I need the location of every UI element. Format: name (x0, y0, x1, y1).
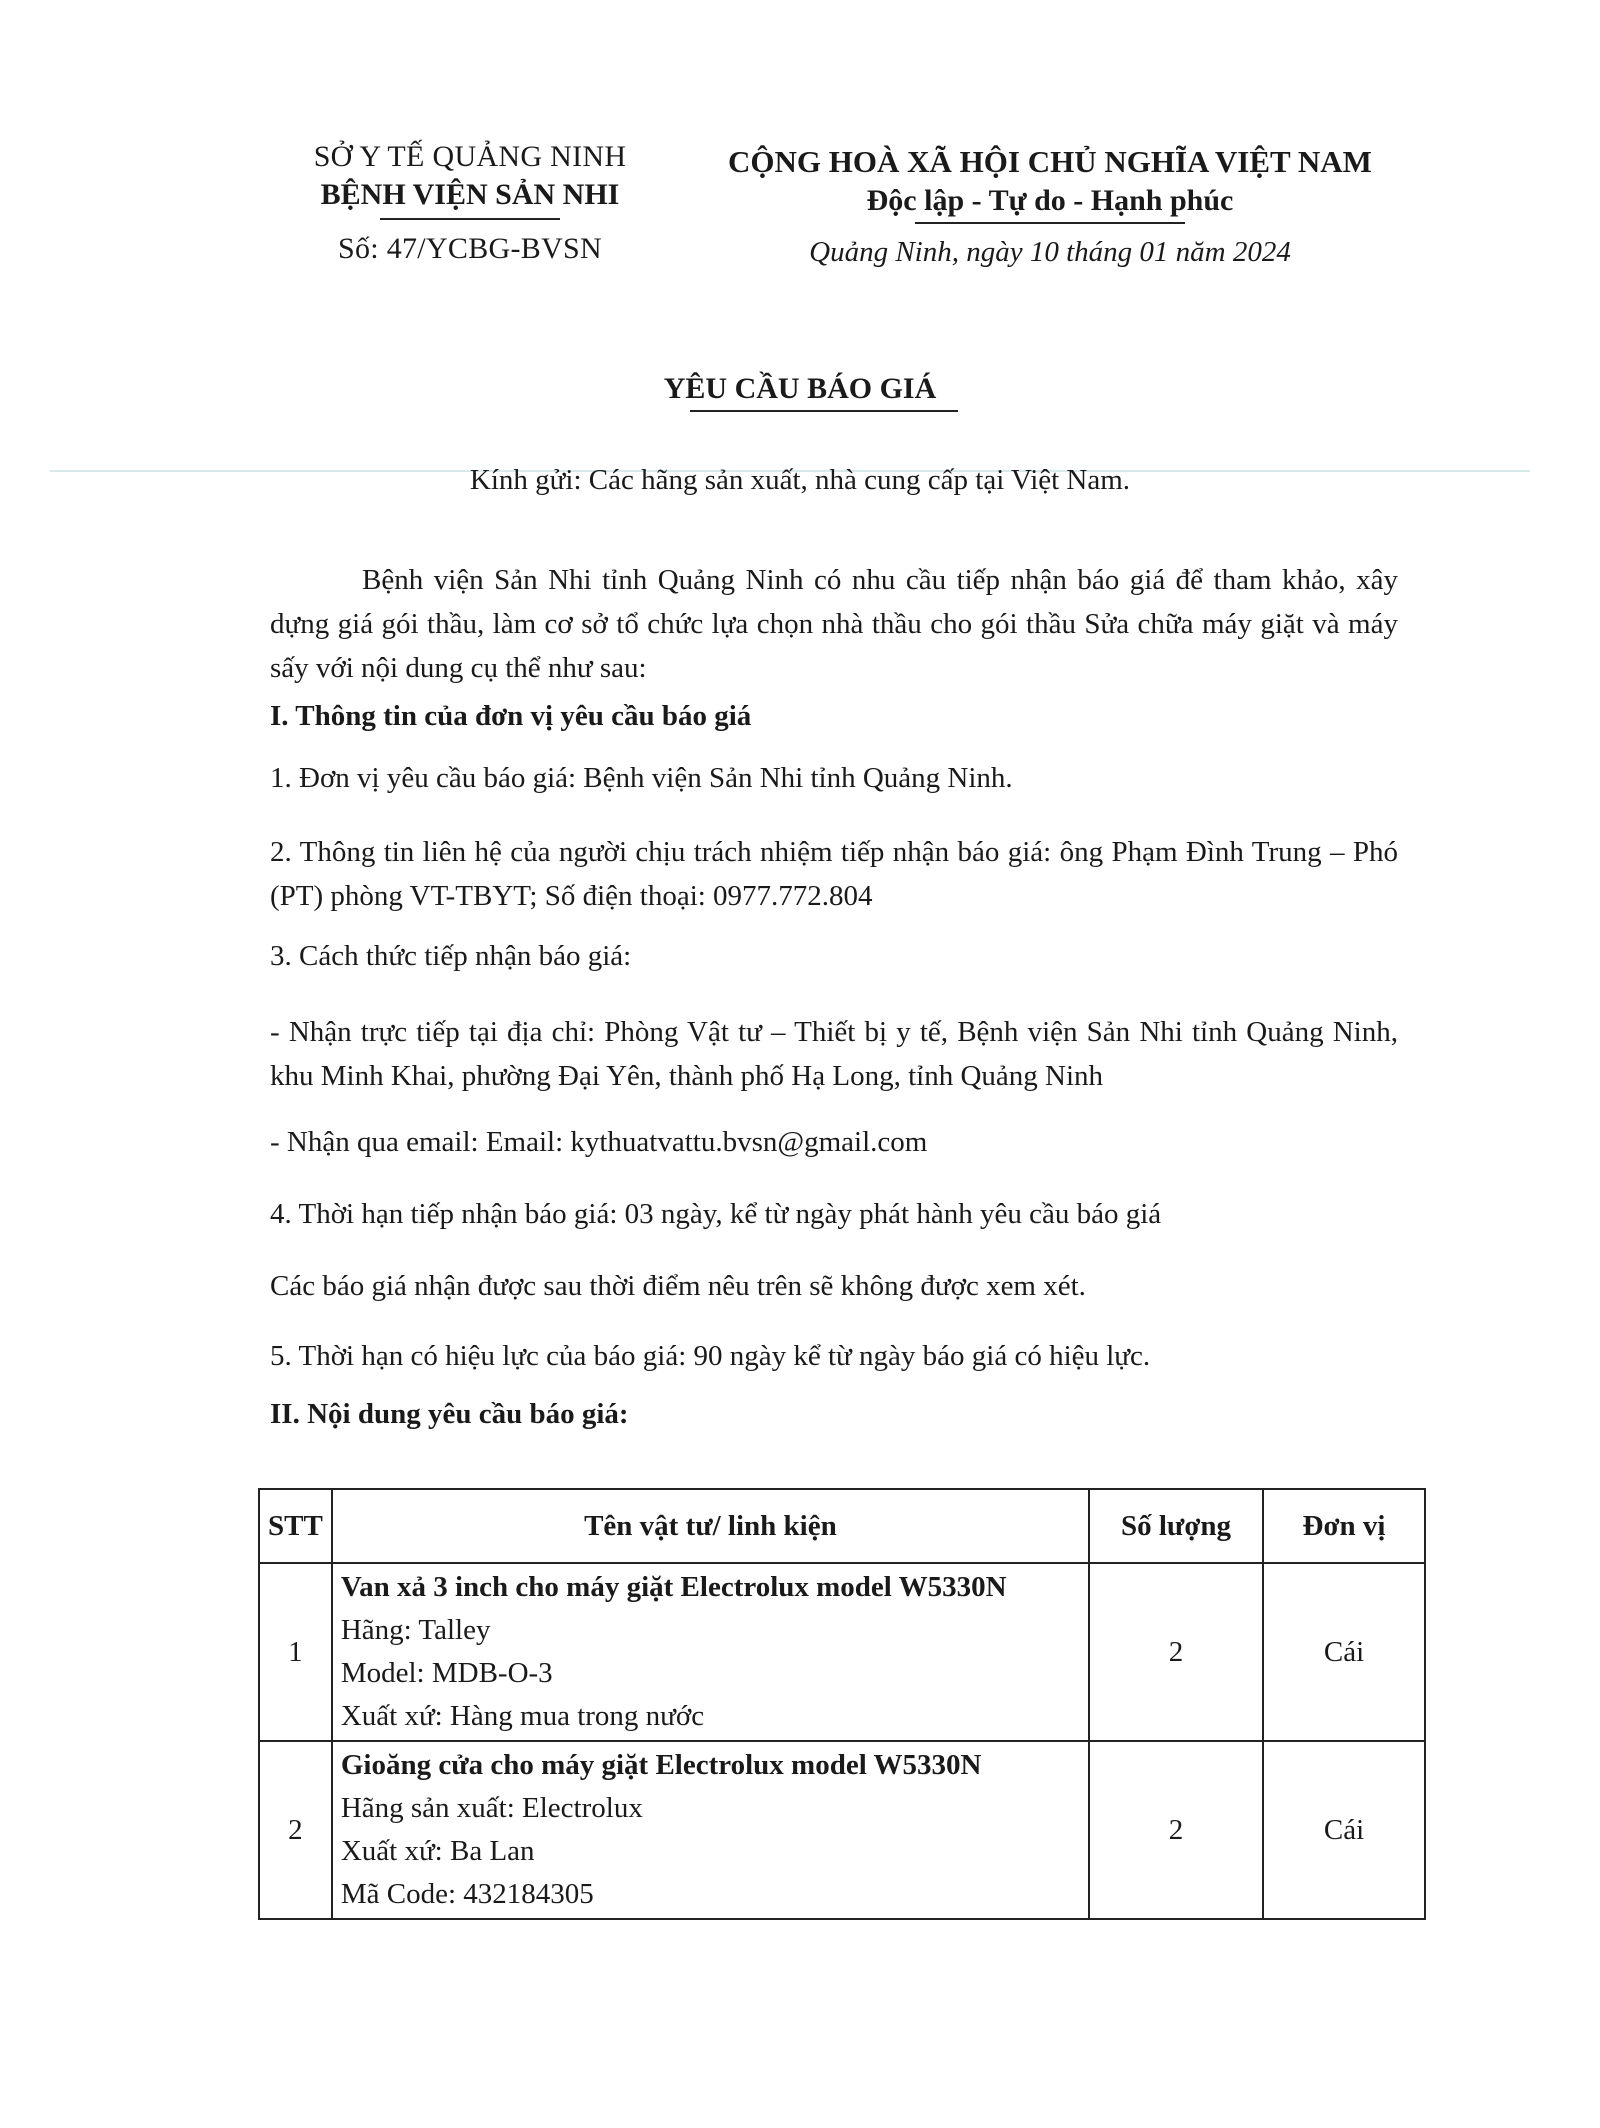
row-unit: Cái (1263, 1741, 1425, 1919)
item-detail: Hãng: Talley (340, 1614, 491, 1646)
section-1-item-4: 4. Thời hạn tiếp nhận báo giá: 03 ngày, kể từ ngày phát hành yêu cầu báo giá (270, 1198, 1162, 1230)
org-name: BỆNH VIỆN SẢN NHI (320, 178, 620, 211)
intro-paragraph: Bệnh viện Sản Nhi tỉnh Quảng Ninh có nhu cầu tiếp nhận báo giá để tham khảo, xây dựng giá gói thầu, làm cơ sở tổ chức lựa chọn nhà thầu cho gói thầu Sửa chữa máy giặt và máy sấy với nội dung cụ thể như sau: (270, 564, 1398, 684)
row-name-cell (332, 1741, 1089, 1919)
item-detail: Hãng sản xuất: Electrolux (340, 1792, 643, 1824)
section-1-item-3: 3. Cách thức tiếp nhận báo giá: (270, 940, 632, 972)
row-name-cell (332, 1563, 1089, 1741)
item-title: Gioăng cửa cho máy giặt Electrolux model W5330N (340, 1749, 982, 1781)
place-date: Quảng Ninh, ngày 10 tháng 01 năm 2024 (809, 236, 1291, 268)
col-header-qty: Số lượng (1089, 1489, 1263, 1563)
section-1-item-5: 5. Thời hạn có hiệu lực của báo giá: 90 ngày kể từ ngày báo giá có hiệu lực. (270, 1340, 1151, 1372)
col-header-unit: Đơn vị (1263, 1489, 1425, 1563)
page-title: YÊU CẦU BÁO GIÁ (663, 372, 937, 405)
section-1-item-3b: - Nhận qua email: Email: kythuatvattu.bvsn@gmail.com (270, 1126, 928, 1158)
col-header-name: Tên vật tư/ linh kiện (332, 1489, 1089, 1563)
item-title: Van xả 3 inch cho máy giặt Electrolux model W5330N (340, 1571, 1007, 1603)
section-1-item-3a: - Nhận trực tiếp tại địa chỉ: Phòng Vật tư – Thiết bị y tế, Bệnh viện Sản Nhi tỉnh Quảng Ninh, khu Minh Khai, phường Đại Yên, thành phố Hạ Long, tỉnh Quảng Ninh (270, 1016, 1398, 1092)
row-qty: 2 (1089, 1563, 1263, 1741)
row-unit: Cái (1263, 1563, 1425, 1741)
motto: Độc lập - Tự do - Hạnh phúc (866, 184, 1234, 217)
table-row (259, 1741, 1425, 1919)
item-detail: Xuất xứ: Hàng mua trong nước (340, 1700, 705, 1732)
col-header-stt: STT (259, 1489, 332, 1563)
row-qty: 2 (1089, 1741, 1263, 1919)
section-1-item-4-note: Các báo giá nhận được sau thời điểm nêu trên sẽ không được xem xét. (270, 1270, 1086, 1302)
table-header-row (259, 1489, 1425, 1563)
item-detail: Model: MDB-O-3 (340, 1657, 553, 1689)
nation-title: CỘNG HOÀ XÃ HỘI CHỦ NGHĨA VIỆT NAM (728, 144, 1372, 179)
section-1-item-2: 2. Thông tin liên hệ của người chịu trách nhiệm tiếp nhận báo giá: ông Phạm Đình Trung – Phó (PT) phòng VT-TBYT; Số điện thoại: 0977.772.804 (270, 836, 1398, 912)
motto-underline (915, 222, 1185, 224)
table-row (259, 1563, 1425, 1741)
section-1-heading: I. Thông tin của đơn vị yêu cầu báo giá (270, 700, 752, 732)
org-parent: SỞ Y TẾ QUẢNG NINH (313, 140, 627, 173)
section-1-item-1: 1. Đơn vị yêu cầu báo giá: Bệnh viện Sản Nhi tỉnh Quảng Ninh. (270, 762, 1013, 794)
row-stt: 2 (259, 1741, 332, 1919)
title-underline (690, 410, 958, 412)
org-underline (380, 218, 560, 220)
greeting: Kính gửi: Các hãng sản xuất, nhà cung cấp tại Việt Nam. (469, 464, 1131, 496)
request-table (258, 1488, 1426, 1920)
section-2-heading: II. Nội dung yêu cầu báo giá: (270, 1398, 629, 1430)
item-detail: Mã Code: 432184305 (340, 1878, 594, 1910)
row-stt: 1 (259, 1563, 332, 1741)
item-detail: Xuất xứ: Ba Lan (340, 1835, 535, 1867)
doc-number: Số: 47/YCBG-BVSN (337, 232, 603, 265)
